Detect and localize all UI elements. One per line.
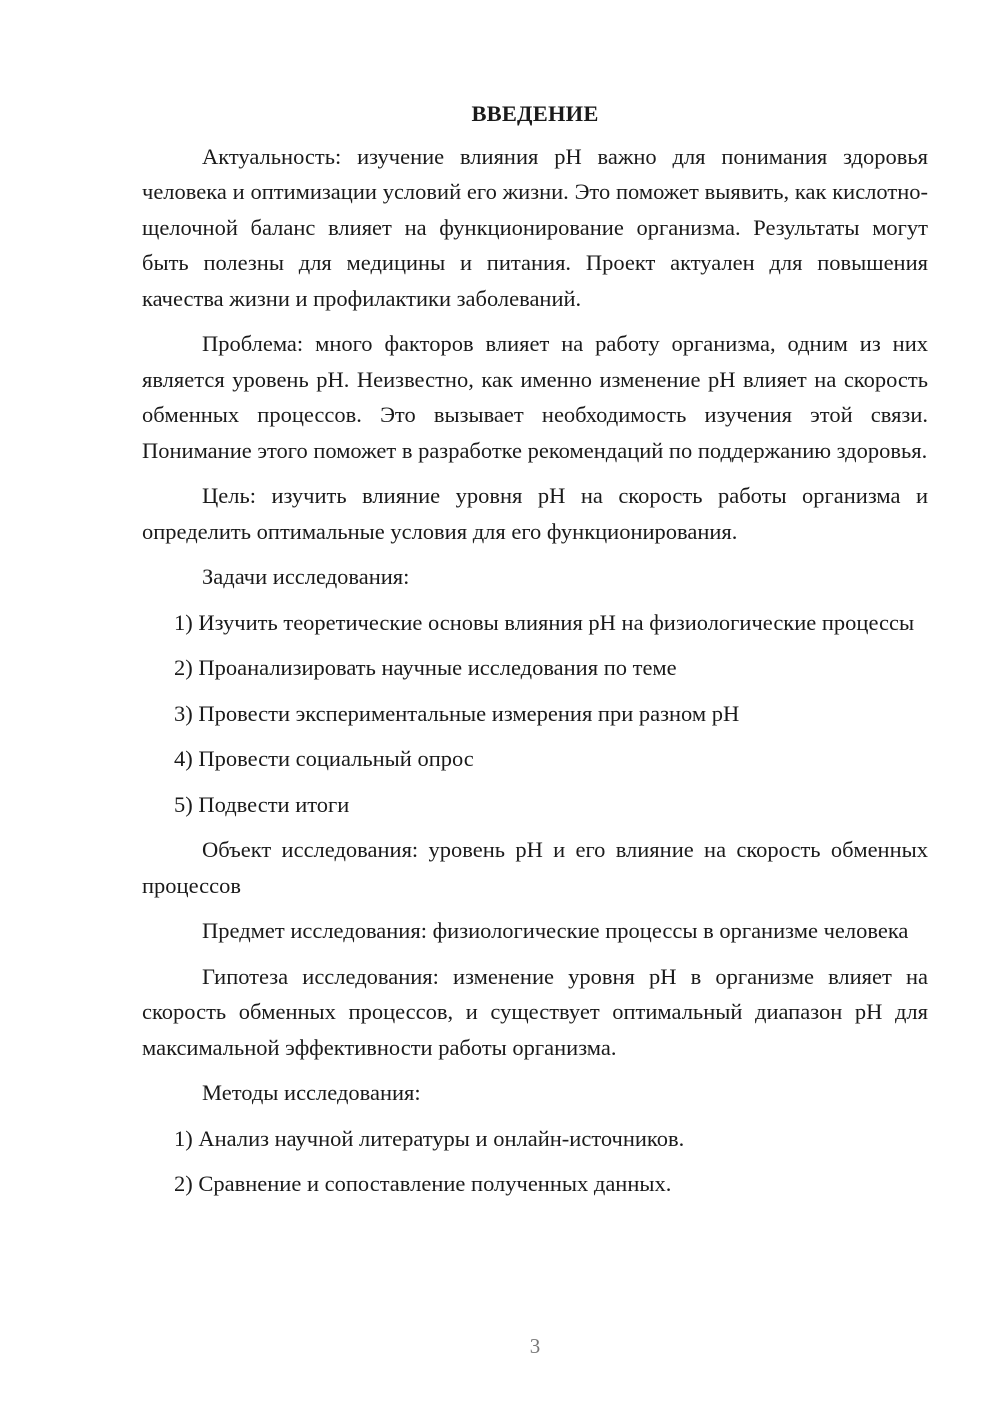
- goal-paragraph: Цель: изучить влияние уровня pH на скорость работы организма и определить оптимальные условия для его функционирования.: [142, 483, 928, 544]
- list-item-task-1: 1) Изучить теоретические основы влияния pH на физиологические процессы: [174, 609, 915, 635]
- document-page: [142, 96, 928, 1212]
- page-number: 3: [529, 1334, 541, 1358]
- page-title: ВВЕДЕНИЕ: [471, 101, 599, 126]
- problem-paragraph: Проблема: много факторов влияет на работу организма, одним из них является уровень pH. Неизвестно, как именно изменение pH влияет на скорость обменных процессов. Это вызывает необходимость изучения этой связи. Понимание этого поможет в разработке рекомендаций по поддержанию здоровья.: [142, 331, 928, 463]
- subject-paragraph: Предмет исследования: физиологические процессы в организме человека: [202, 918, 909, 943]
- list-item-method-2: 2) Сравнение и сопоставление полученных данных.: [174, 1171, 672, 1196]
- list-item-task-4: 4) Провести социальный опрос: [174, 746, 474, 771]
- list-item-task-2: 2) Проанализировать научные исследования по теме: [174, 655, 677, 680]
- methods-list: [142, 1121, 928, 1202]
- methods-label: Методы исследования:: [202, 1080, 421, 1105]
- list-item-method-1: 1) Анализ научной литературы и онлайн-источников.: [174, 1125, 685, 1151]
- relevance-paragraph: Актуальность: изучение влияния pH важно для понимания здоровья человека и оптимизации условий его жизни. Это поможет выявить, как кислотно-щелочной баланс влияет на функционирование организма. Результаты могут быть полезны для медицины и питания. Проект актуален для повышения качества жизни и профилактики заболеваний.: [142, 143, 928, 311]
- list-item-task-3: 3) Провести экспериментальные измерения при разном pH: [174, 700, 740, 726]
- hypothesis-paragraph: Гипотеза исследования: изменение уровня pH в организме влияет на скорость обменных процессов, и существует оптимальный диапазон pH для максимальной эффективности работы организма.: [142, 963, 928, 1060]
- object-paragraph: Объект исследования: уровень pH и его влияние на скорость обменных процессов: [142, 837, 928, 898]
- list-item-task-5: 5) Подвести итоги: [174, 791, 350, 817]
- tasks-list: [142, 605, 928, 823]
- tasks-label: Задачи исследования:: [202, 564, 410, 589]
